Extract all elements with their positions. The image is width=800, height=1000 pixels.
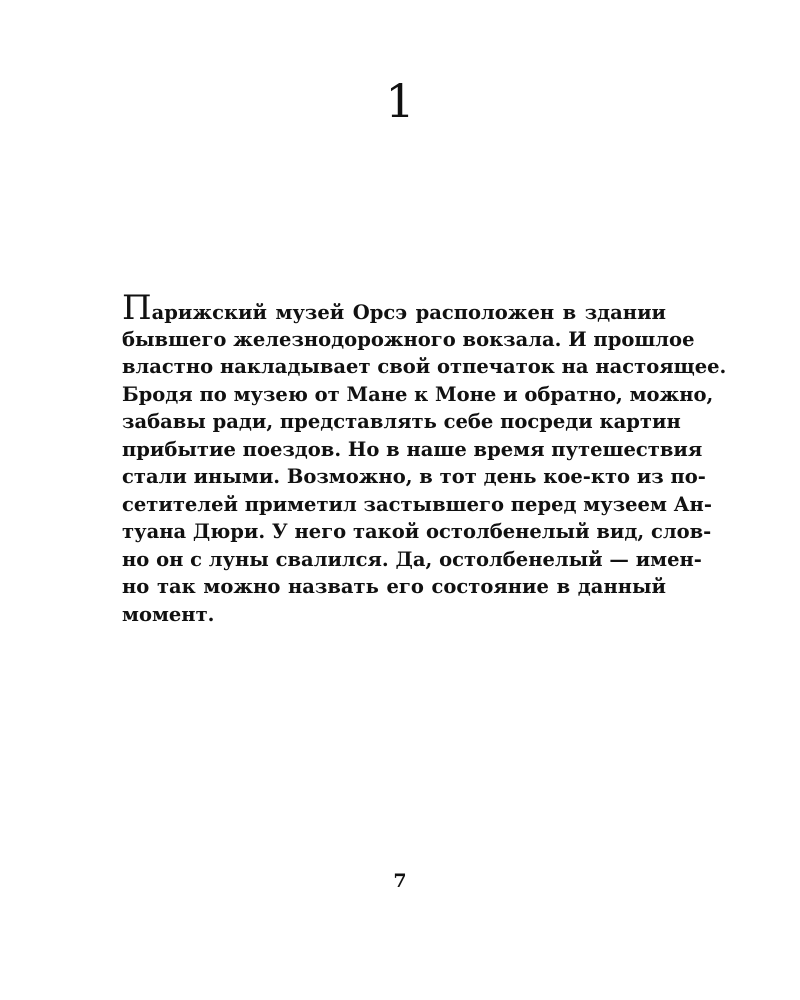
text-line-content: арижский музей Орсэ расположен в здании <box>151 301 666 324</box>
drop-cap: П <box>122 288 152 328</box>
text-line: сетителей приметил застывшего перед музеем Ан- <box>122 492 712 516</box>
paragraph <box>122 288 727 628</box>
text-line: властно накладывает свой отпечаток на настоящее. <box>122 355 727 378</box>
page-number: 7 <box>393 870 407 892</box>
text-line: но он с луны свалился. Да, остолбенелый — имен- <box>122 547 702 571</box>
text-line: стали иными. Возможно, в тот день кое-кто из по- <box>122 465 706 488</box>
text-line: момент. <box>122 602 215 626</box>
text-line: бывшего железнодорожного вокзала. И прошлое <box>122 327 695 351</box>
text-line: туана Дюри. У него такой остолбенелый вид, слов- <box>122 520 712 543</box>
text-line: забавы ради, представлять себе посреди картин <box>122 410 681 433</box>
chapter-number: 1 <box>385 74 415 128</box>
text-line: прибытие поездов. Но в наше время путешествия <box>122 437 703 461</box>
text-line: Бродя по музею от Мане к Моне и обратно, можно, <box>122 382 714 406</box>
text-line <box>122 288 666 328</box>
text-line: но так можно назвать его состояние в данный <box>122 575 666 598</box>
